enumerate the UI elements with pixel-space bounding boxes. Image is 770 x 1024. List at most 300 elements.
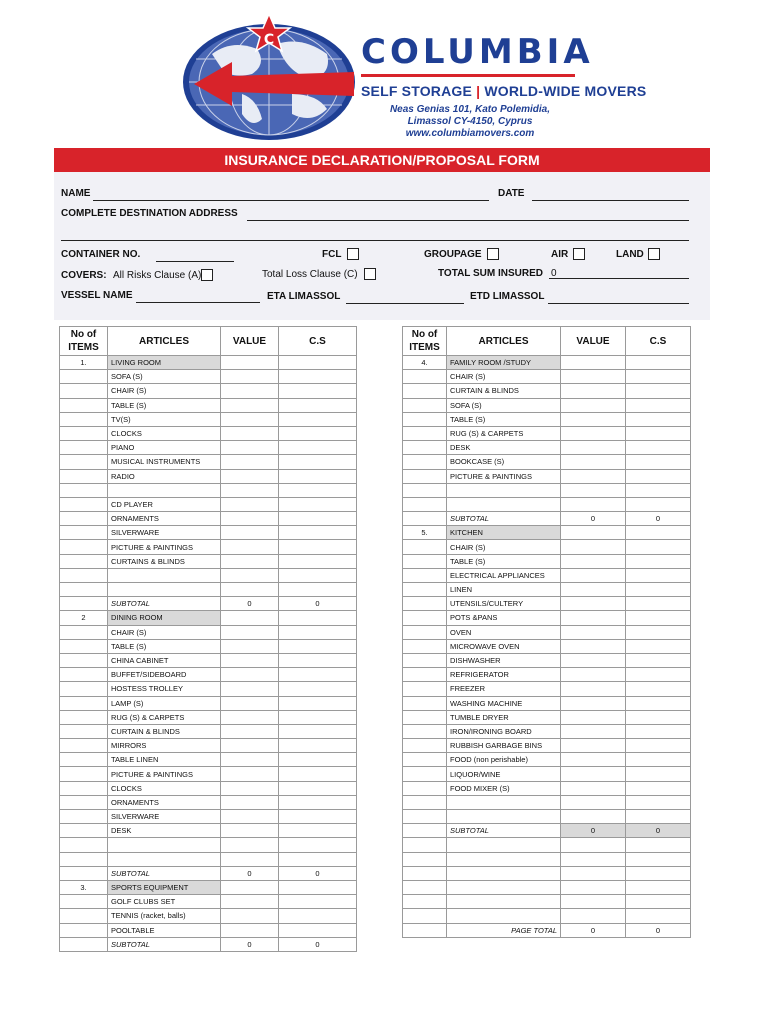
air-checkbox[interactable] [573,248,585,260]
cs-cell[interactable] [626,795,691,809]
vessel-field[interactable] [136,291,260,303]
cs-cell[interactable] [279,398,357,412]
destination-field-line-2[interactable] [61,229,689,241]
table-row [60,767,357,781]
item-number-cell [403,639,447,653]
table-row [403,597,691,611]
cs-cell[interactable] [279,838,357,852]
value-cell[interactable] [561,852,626,866]
table-row [403,441,691,455]
item-number-cell [60,441,108,455]
item-number-cell [403,866,447,880]
article-cell: SUBTOTAL [108,597,221,611]
article-cell: LIVING ROOM [108,356,221,370]
value-cell[interactable] [221,554,279,568]
cs-cell[interactable]: 0 [279,937,357,951]
item-number-cell [60,710,108,724]
table-row [403,512,691,526]
cs-cell[interactable] [626,497,691,511]
cs-cell[interactable] [279,625,357,639]
item-number-cell [403,739,447,753]
cs-cell[interactable] [626,767,691,781]
cs-cell[interactable] [626,838,691,852]
value-cell[interactable] [561,625,626,639]
article-cell: TABLE LINEN [108,753,221,767]
value-cell[interactable] [561,739,626,753]
item-number-cell [60,568,108,582]
table-row [403,356,691,370]
article-cell: MICROWAVE OVEN [447,639,561,653]
article-cell: SOFA (S) [108,370,221,384]
value-cell[interactable] [561,540,626,554]
brand-tagline [361,82,646,100]
article-cell: DISHWASHER [447,653,561,667]
value-cell[interactable] [561,526,626,540]
article-cell: DINING ROOM [108,611,221,625]
cs-cell[interactable] [279,426,357,440]
left-table-header [60,327,357,356]
value-cell[interactable]: 0 [561,923,626,937]
right-items-table [402,326,691,938]
value-cell[interactable] [221,497,279,511]
value-cell[interactable] [221,356,279,370]
cs-cell[interactable] [626,639,691,653]
item-number-cell [60,398,108,412]
table-row [60,753,357,767]
item-number-cell [60,824,108,838]
cs-cell[interactable] [626,356,691,370]
value-cell[interactable] [561,554,626,568]
item-number-cell [60,597,108,611]
value-cell[interactable] [221,880,279,894]
item-number-cell [403,540,447,554]
table-row [60,639,357,653]
table-row [403,795,691,809]
value-cell[interactable] [561,568,626,582]
cs-cell[interactable] [626,469,691,483]
item-number-cell [60,696,108,710]
cs-cell[interactable] [279,469,357,483]
cs-cell[interactable] [626,724,691,738]
table-row [403,412,691,426]
value-cell[interactable] [221,668,279,682]
table-row [403,398,691,412]
land-checkbox[interactable] [648,248,660,260]
value-cell[interactable] [221,653,279,667]
table-row [60,895,357,909]
value-cell[interactable] [221,838,279,852]
cs-cell[interactable] [626,653,691,667]
cs-cell[interactable] [626,384,691,398]
value-cell[interactable]: 0 [561,824,626,838]
value-cell[interactable]: 0 [221,937,279,951]
date-field[interactable] [532,189,689,201]
table-row [403,455,691,469]
cs-cell[interactable] [626,810,691,824]
value-cell[interactable] [561,682,626,696]
article-cell [108,838,221,852]
table-row [403,852,691,866]
article-cell: MUSICAL INSTRUMENTS [108,455,221,469]
address-line-1: Neas Genias 101, Kato Polemidia, [389,104,551,115]
cs-cell[interactable] [626,583,691,597]
value-cell[interactable] [221,753,279,767]
value-cell[interactable]: 0 [221,866,279,880]
item-number-cell [403,398,447,412]
cs-cell[interactable] [279,554,357,568]
address-line-2: Limassol CY-4150, Cyprus [407,116,533,127]
value-cell[interactable] [221,611,279,625]
article-cell [447,838,561,852]
total-sum-field[interactable]: 0 [549,268,689,279]
cs-cell[interactable] [279,824,357,838]
cs-cell[interactable] [626,540,691,554]
value-cell[interactable] [561,426,626,440]
value-cell[interactable] [221,810,279,824]
cs-cell[interactable] [279,909,357,923]
item-number-cell [403,611,447,625]
cs-cell[interactable] [626,483,691,497]
value-cell[interactable] [561,639,626,653]
cs-cell[interactable] [279,483,357,497]
article-cell [447,795,561,809]
cs-cell[interactable] [279,540,357,554]
article-cell [447,866,561,880]
table-row [403,370,691,384]
table-row [60,937,357,951]
item-number-cell [60,767,108,781]
etd-field[interactable] [548,292,689,304]
form-title: INSURANCE DECLARATION/PROPOSAL FORM [54,148,710,172]
cs-cell[interactable] [626,597,691,611]
item-number-cell [403,583,447,597]
article-cell: TABLE (S) [447,412,561,426]
article-cell: TV(S) [108,412,221,426]
cs-cell[interactable] [279,653,357,667]
cs-cell[interactable] [279,639,357,653]
value-cell[interactable] [561,724,626,738]
item-number-cell [60,937,108,951]
cs-cell[interactable] [279,568,357,582]
cs-cell[interactable] [279,810,357,824]
cs-cell[interactable] [626,696,691,710]
cs-cell[interactable] [279,795,357,809]
value-cell[interactable] [221,398,279,412]
value-cell[interactable] [561,653,626,667]
item-number-cell: 4. [403,356,447,370]
cs-cell[interactable]: 0 [279,866,357,880]
cs-cell[interactable] [279,852,357,866]
article-cell: CLOCKS [108,781,221,795]
item-number-cell [403,568,447,582]
cs-cell[interactable] [626,568,691,582]
value-cell[interactable] [221,923,279,937]
table-row [403,753,691,767]
table-row [60,682,357,696]
value-cell[interactable] [221,767,279,781]
cs-cell[interactable]: 0 [626,923,691,937]
cs-cell[interactable] [626,370,691,384]
value-cell[interactable] [561,781,626,795]
container-label: CONTAINER NO. [61,249,141,260]
value-cell[interactable] [221,852,279,866]
value-cell[interactable] [561,583,626,597]
value-cell[interactable]: 0 [221,597,279,611]
value-cell[interactable] [221,625,279,639]
value-cell[interactable] [561,895,626,909]
article-cell: POTS &PANS [447,611,561,625]
cs-cell[interactable] [626,852,691,866]
article-cell: SUBTOTAL [447,824,561,838]
cs-cell[interactable] [626,895,691,909]
item-number-cell [60,838,108,852]
value-cell[interactable] [221,384,279,398]
item-number-cell [60,384,108,398]
cs-cell[interactable] [626,625,691,639]
tagline-self-storage: SELF STORAGE [361,83,473,99]
cs-cell[interactable] [626,441,691,455]
item-number-cell [403,781,447,795]
value-cell[interactable] [561,810,626,824]
value-cell[interactable] [561,412,626,426]
value-cell[interactable] [221,455,279,469]
table-row [60,696,357,710]
cs-header: C.S [626,327,691,356]
item-number-cell [403,597,447,611]
destination-field[interactable] [247,209,689,221]
table-row [403,554,691,568]
item-number-cell [403,880,447,894]
value-cell[interactable] [221,426,279,440]
value-cell[interactable] [221,469,279,483]
value-cell[interactable] [561,469,626,483]
cs-cell[interactable] [279,441,357,455]
cs-cell[interactable] [626,710,691,724]
item-number-cell [403,838,447,852]
cs-cell[interactable] [279,455,357,469]
cs-cell[interactable] [279,781,357,795]
value-cell[interactable] [561,597,626,611]
fcl-label: FCL [322,249,342,260]
cs-cell[interactable] [279,880,357,894]
cs-cell[interactable] [626,426,691,440]
table-row [60,710,357,724]
cs-cell[interactable] [626,753,691,767]
value-header: VALUE [221,327,279,356]
table-row [403,625,691,639]
cs-cell[interactable] [626,526,691,540]
cs-cell[interactable]: 0 [279,597,357,611]
value-cell[interactable] [561,866,626,880]
item-number-cell [403,370,447,384]
table-row [60,370,357,384]
cs-cell[interactable] [279,611,357,625]
fcl-checkbox[interactable] [347,248,359,260]
item-number-cell [403,824,447,838]
value-cell[interactable] [561,795,626,809]
value-cell[interactable] [221,512,279,526]
value-cell[interactable] [561,356,626,370]
article-cell: PIANO [108,441,221,455]
groupage-label: GROUPAGE [424,249,482,260]
cs-cell[interactable] [626,909,691,923]
cs-cell[interactable] [279,526,357,540]
tagline-movers: WORLD-WIDE MOVERS [484,83,647,99]
value-cell[interactable] [561,838,626,852]
value-cell[interactable] [221,583,279,597]
value-cell[interactable] [221,895,279,909]
item-number-cell [403,441,447,455]
value-cell[interactable] [221,540,279,554]
article-cell: GOLF CLUBS SET [108,895,221,909]
value-cell[interactable] [561,441,626,455]
cs-cell[interactable] [279,370,357,384]
cs-cell[interactable] [279,923,357,937]
eta-label: ETA LIMASSOL [267,291,341,302]
cs-cell[interactable] [279,668,357,682]
table-row [60,668,357,682]
value-cell[interactable] [561,611,626,625]
eta-field[interactable] [346,292,464,304]
table-row [403,483,691,497]
cs-cell[interactable] [279,412,357,426]
cs-cell[interactable] [626,739,691,753]
table-row [403,880,691,894]
value-cell[interactable] [561,880,626,894]
value-cell[interactable] [221,682,279,696]
value-cell[interactable] [561,384,626,398]
item-number-cell [60,583,108,597]
item-number-cell [60,653,108,667]
cs-cell[interactable] [626,455,691,469]
cs-cell[interactable] [279,767,357,781]
cs-cell[interactable] [279,384,357,398]
cs-cell[interactable] [279,739,357,753]
groupage-checkbox[interactable] [487,248,499,260]
item-number-cell [60,810,108,824]
value-cell[interactable] [561,696,626,710]
value-cell[interactable] [221,710,279,724]
value-header: VALUE [561,327,626,356]
value-cell[interactable] [561,455,626,469]
item-number-cell [60,923,108,937]
table-row [60,540,357,554]
article-cell: FOOD (non perishable) [447,753,561,767]
table-row [403,384,691,398]
table-row [403,426,691,440]
container-field[interactable] [156,250,234,262]
value-cell[interactable] [561,909,626,923]
right-table-header [403,327,691,356]
table-row [403,710,691,724]
table-row [403,469,691,483]
cs-cell[interactable] [279,696,357,710]
value-cell[interactable] [221,568,279,582]
name-field[interactable] [93,189,489,201]
cs-cell[interactable] [626,398,691,412]
item-number-cell [403,512,447,526]
item-number-cell: 2 [60,611,108,625]
value-cell[interactable]: 0 [561,512,626,526]
all-risks-checkbox[interactable] [201,269,213,281]
cs-cell[interactable] [626,682,691,696]
item-number-cell [403,554,447,568]
cs-cell[interactable] [279,583,357,597]
article-cell: HOSTESS TROLLEY [108,682,221,696]
article-cell: TABLE (S) [447,554,561,568]
value-cell[interactable] [561,370,626,384]
table-row [60,497,357,511]
cs-cell[interactable] [279,497,357,511]
article-cell [108,583,221,597]
value-cell[interactable] [221,412,279,426]
value-cell[interactable] [221,781,279,795]
cs-cell[interactable] [626,866,691,880]
cs-cell[interactable] [279,682,357,696]
cs-cell[interactable] [626,412,691,426]
item-number-cell [403,384,447,398]
value-cell[interactable] [561,767,626,781]
value-cell[interactable] [221,696,279,710]
cs-cell[interactable] [279,710,357,724]
website-link[interactable]: www.columbiamovers.com [405,128,535,139]
cs-cell[interactable] [279,512,357,526]
article-cell [447,852,561,866]
value-cell[interactable] [221,909,279,923]
article-cell: PICTURE & PAINTINGS [108,540,221,554]
value-cell[interactable] [221,526,279,540]
cs-cell[interactable] [626,781,691,795]
value-cell[interactable] [221,483,279,497]
article-cell: UTENSILS/CULTERY [447,597,561,611]
cs-cell[interactable] [279,895,357,909]
total-loss-checkbox[interactable] [364,268,376,280]
value-cell[interactable] [561,753,626,767]
value-cell[interactable] [221,795,279,809]
value-cell[interactable] [221,370,279,384]
cs-cell[interactable] [279,724,357,738]
value-cell[interactable] [221,724,279,738]
cs-cell[interactable] [279,753,357,767]
value-cell[interactable] [561,710,626,724]
value-cell[interactable] [561,483,626,497]
cs-cell[interactable] [279,356,357,370]
value-cell[interactable] [221,739,279,753]
cs-cell[interactable]: 0 [626,824,691,838]
value-cell[interactable] [221,824,279,838]
item-number-cell [60,483,108,497]
value-cell[interactable] [221,639,279,653]
table-row [403,810,691,824]
item-number-cell [403,426,447,440]
table-row [60,824,357,838]
table-row [60,512,357,526]
value-cell[interactable] [561,668,626,682]
value-cell[interactable] [561,497,626,511]
table-row [60,866,357,880]
value-cell[interactable] [221,441,279,455]
columbia-globe-logo [182,14,357,142]
table-row [403,611,691,625]
cs-cell[interactable] [626,611,691,625]
value-cell[interactable] [561,398,626,412]
item-number-cell [403,753,447,767]
cs-cell[interactable] [626,880,691,894]
cs-cell[interactable]: 0 [626,512,691,526]
article-cell: SUBTOTAL [108,937,221,951]
cs-cell[interactable] [626,554,691,568]
cs-cell[interactable] [626,668,691,682]
